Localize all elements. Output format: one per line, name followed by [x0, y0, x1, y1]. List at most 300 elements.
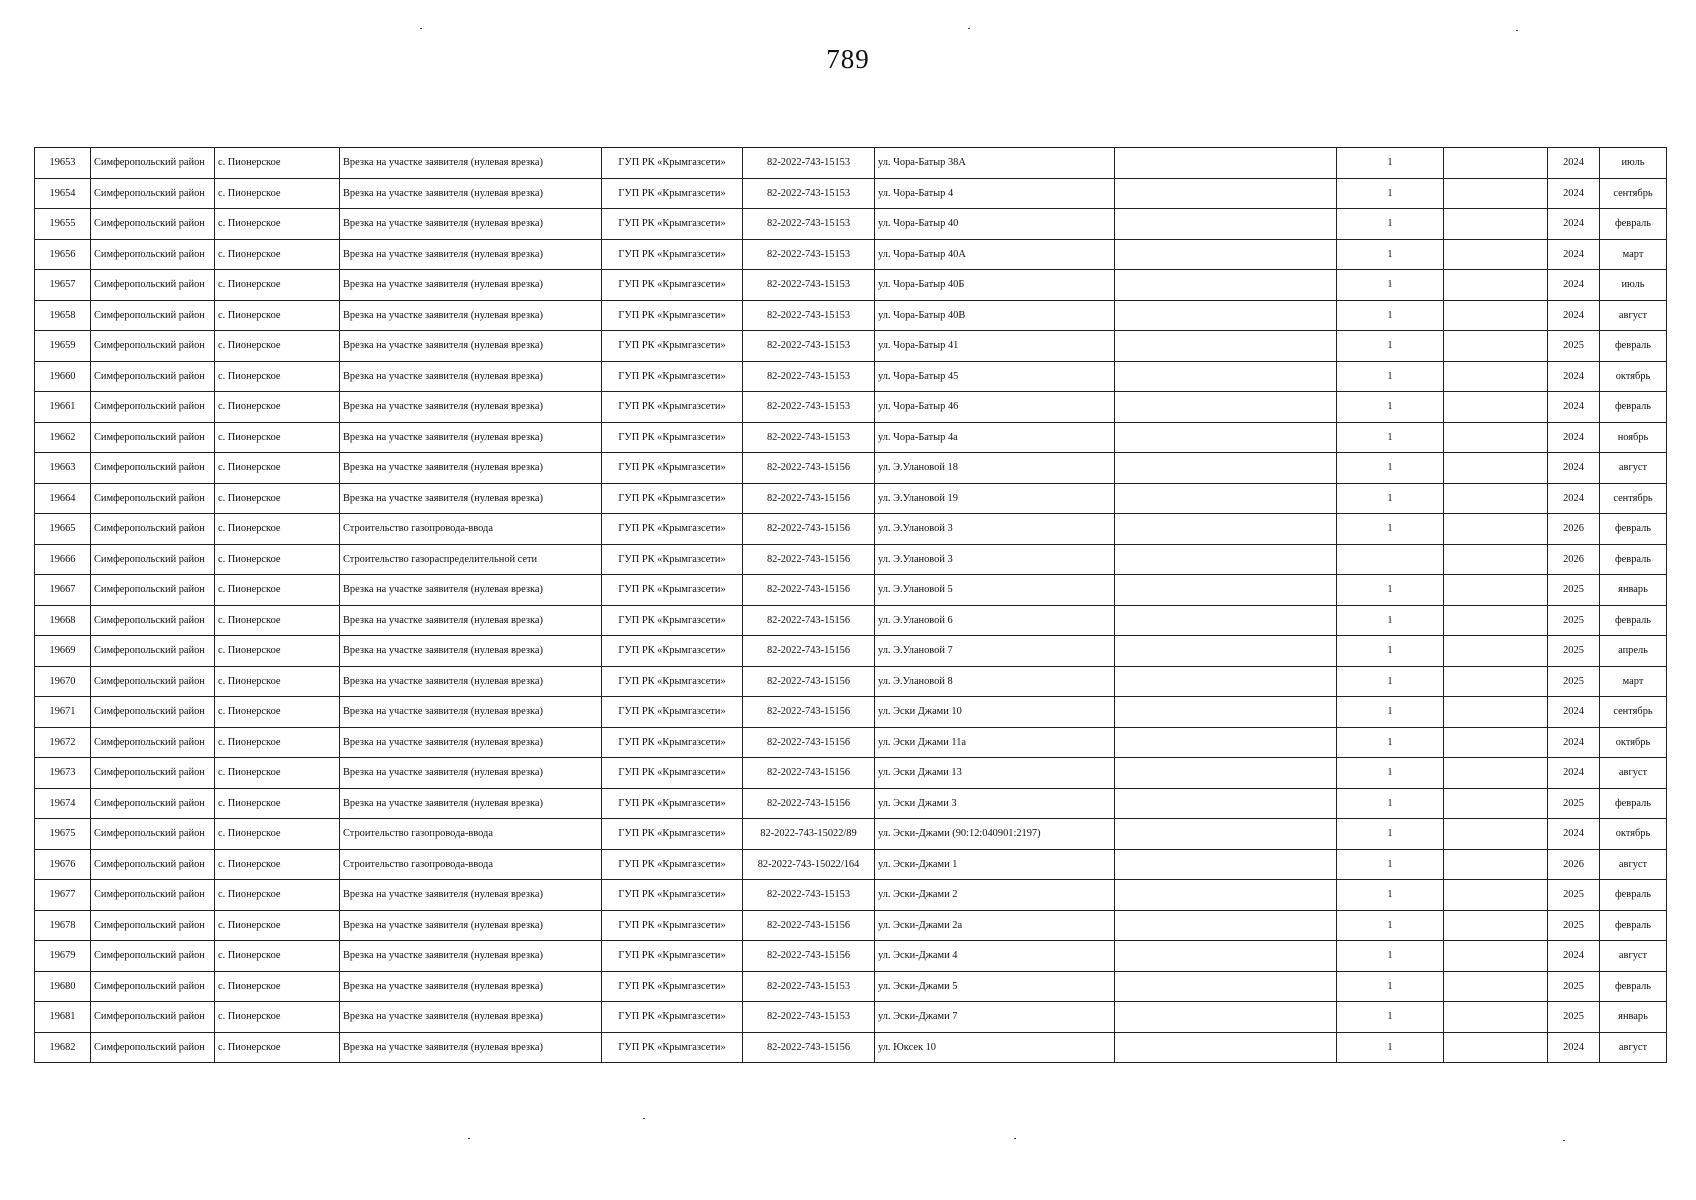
locality-cell: с. Пионерское — [215, 514, 340, 545]
registration-code-cell: 82-2022-743-15156 — [743, 941, 875, 972]
year-cell: 2024 — [1548, 300, 1600, 331]
address-cell: ул. Эски-Джами 1 — [875, 849, 1115, 880]
month-cell: февраль — [1600, 544, 1667, 575]
work-type-cell: Врезка на участке заявителя (нулевая врезка) — [340, 483, 602, 514]
scan-speck — [968, 28, 970, 29]
year-cell: 2024 — [1548, 361, 1600, 392]
year-cell: 2024 — [1548, 941, 1600, 972]
row-number-cell: 19672 — [35, 727, 91, 758]
work-type-cell: Врезка на участке заявителя (нулевая врезка) — [340, 758, 602, 789]
empty-cell — [1444, 331, 1548, 362]
table-row — [35, 880, 1667, 911]
table-row — [35, 666, 1667, 697]
row-number-cell: 19675 — [35, 819, 91, 850]
address-cell: ул. Чора-Батыр 40В — [875, 300, 1115, 331]
table-row — [35, 758, 1667, 789]
registration-code-cell: 82-2022-743-15153 — [743, 300, 875, 331]
quantity-cell: 1 — [1337, 819, 1444, 850]
locality-cell: с. Пионерское — [215, 758, 340, 789]
year-cell: 2024 — [1548, 697, 1600, 728]
year-cell: 2025 — [1548, 636, 1600, 667]
address-cell: ул. Э.Улановой 3 — [875, 514, 1115, 545]
scan-speck — [1563, 1140, 1565, 1141]
empty-cell — [1444, 178, 1548, 209]
quantity-cell: 1 — [1337, 971, 1444, 1002]
empty-cell — [1444, 605, 1548, 636]
empty-cell — [1115, 819, 1337, 850]
empty-cell — [1444, 666, 1548, 697]
organization-cell: ГУП РК «Крымгазсети» — [602, 697, 743, 728]
table-row — [35, 422, 1667, 453]
district-cell: Симферопольский район — [91, 331, 215, 362]
empty-cell — [1444, 941, 1548, 972]
quantity-cell: 1 — [1337, 178, 1444, 209]
quantity-cell: 1 — [1337, 910, 1444, 941]
empty-cell — [1444, 727, 1548, 758]
empty-cell — [1444, 453, 1548, 484]
year-cell: 2024 — [1548, 148, 1600, 179]
organization-cell: ГУП РК «Крымгазсети» — [602, 361, 743, 392]
organization-cell: ГУП РК «Крымгазсети» — [602, 575, 743, 606]
organization-cell: ГУП РК «Крымгазсети» — [602, 300, 743, 331]
empty-cell — [1115, 178, 1337, 209]
work-type-cell: Врезка на участке заявителя (нулевая врезка) — [340, 575, 602, 606]
address-cell: ул. Чора-Батыр 40Б — [875, 270, 1115, 301]
work-type-cell: Строительство газопровода-ввода — [340, 849, 602, 880]
year-cell: 2024 — [1548, 483, 1600, 514]
address-cell: ул. Чора-Батыр 41 — [875, 331, 1115, 362]
table-row — [35, 941, 1667, 972]
empty-cell — [1115, 483, 1337, 514]
empty-cell — [1115, 209, 1337, 240]
locality-cell: с. Пионерское — [215, 453, 340, 484]
work-type-cell: Врезка на участке заявителя (нулевая врезка) — [340, 697, 602, 728]
row-number-cell: 19661 — [35, 392, 91, 423]
month-cell: сентябрь — [1600, 178, 1667, 209]
address-cell: ул. Эски Джами 10 — [875, 697, 1115, 728]
district-cell: Симферопольский район — [91, 1002, 215, 1033]
district-cell: Симферопольский район — [91, 514, 215, 545]
month-cell: октябрь — [1600, 819, 1667, 850]
year-cell: 2024 — [1548, 819, 1600, 850]
row-number-cell: 19653 — [35, 148, 91, 179]
organization-cell: ГУП РК «Крымгазсети» — [602, 819, 743, 850]
empty-cell — [1444, 300, 1548, 331]
empty-cell — [1444, 392, 1548, 423]
page-number: 789 — [826, 44, 870, 74]
address-cell: ул. Э.Улановой 18 — [875, 453, 1115, 484]
empty-cell — [1444, 148, 1548, 179]
district-cell: Симферопольский район — [91, 971, 215, 1002]
work-type-cell: Врезка на участке заявителя (нулевая врезка) — [340, 880, 602, 911]
district-cell: Симферопольский район — [91, 483, 215, 514]
scan-speck — [643, 1118, 645, 1119]
address-cell: ул. Чора-Батыр 38А — [875, 148, 1115, 179]
month-cell: март — [1600, 239, 1667, 270]
registration-code-cell: 82-2022-743-15153 — [743, 209, 875, 240]
month-cell: февраль — [1600, 910, 1667, 941]
table-row — [35, 1002, 1667, 1033]
locality-cell: с. Пионерское — [215, 422, 340, 453]
address-cell: ул. Эски-Джами 2 — [875, 880, 1115, 911]
district-cell: Симферопольский район — [91, 1032, 215, 1063]
district-cell: Симферопольский район — [91, 270, 215, 301]
registration-code-cell: 82-2022-743-15156 — [743, 453, 875, 484]
empty-cell — [1115, 331, 1337, 362]
district-cell: Симферопольский район — [91, 575, 215, 606]
row-number-cell: 19654 — [35, 178, 91, 209]
empty-cell — [1444, 361, 1548, 392]
empty-cell — [1444, 209, 1548, 240]
row-number-cell: 19671 — [35, 697, 91, 728]
row-number-cell: 19662 — [35, 422, 91, 453]
row-number-cell: 19669 — [35, 636, 91, 667]
row-number-cell: 19664 — [35, 483, 91, 514]
address-cell: ул. Э.Улановой 3 — [875, 544, 1115, 575]
year-cell: 2025 — [1548, 880, 1600, 911]
organization-cell: ГУП РК «Крымгазсети» — [602, 910, 743, 941]
table-row — [35, 483, 1667, 514]
locality-cell: с. Пионерское — [215, 270, 340, 301]
locality-cell: с. Пионерское — [215, 209, 340, 240]
locality-cell: с. Пионерское — [215, 636, 340, 667]
work-type-cell: Врезка на участке заявителя (нулевая врезка) — [340, 941, 602, 972]
empty-cell — [1115, 758, 1337, 789]
empty-cell — [1444, 636, 1548, 667]
row-number-cell: 19655 — [35, 209, 91, 240]
locality-cell: с. Пионерское — [215, 331, 340, 362]
month-cell: февраль — [1600, 331, 1667, 362]
locality-cell: с. Пионерское — [215, 819, 340, 850]
address-cell: ул. Эски Джами 3 — [875, 788, 1115, 819]
organization-cell: ГУП РК «Крымгазсети» — [602, 331, 743, 362]
month-cell: февраль — [1600, 209, 1667, 240]
year-cell: 2024 — [1548, 422, 1600, 453]
month-cell: февраль — [1600, 605, 1667, 636]
quantity-cell: 1 — [1337, 331, 1444, 362]
work-type-cell: Врезка на участке заявителя (нулевая врезка) — [340, 392, 602, 423]
table-row — [35, 392, 1667, 423]
registration-code-cell: 82-2022-743-15156 — [743, 636, 875, 667]
registration-code-cell: 82-2022-743-15153 — [743, 239, 875, 270]
registration-code-cell: 82-2022-743-15156 — [743, 1032, 875, 1063]
quantity-cell: 1 — [1337, 849, 1444, 880]
empty-cell — [1115, 270, 1337, 301]
address-cell: ул. Э.Улановой 7 — [875, 636, 1115, 667]
empty-cell — [1444, 697, 1548, 728]
locality-cell: с. Пионерское — [215, 148, 340, 179]
row-number-cell: 19660 — [35, 361, 91, 392]
district-cell: Симферопольский район — [91, 849, 215, 880]
organization-cell: ГУП РК «Крымгазсети» — [602, 1002, 743, 1033]
address-cell: ул. Эски Джами 11а — [875, 727, 1115, 758]
registration-code-cell: 82-2022-743-15022/164 — [743, 849, 875, 880]
organization-cell: ГУП РК «Крымгазсети» — [602, 483, 743, 514]
empty-cell — [1115, 941, 1337, 972]
address-cell: ул. Э.Улановой 5 — [875, 575, 1115, 606]
address-cell: ул. Чора-Батыр 40А — [875, 239, 1115, 270]
organization-cell: ГУП РК «Крымгазсети» — [602, 849, 743, 880]
district-cell: Симферопольский район — [91, 178, 215, 209]
empty-cell — [1444, 971, 1548, 1002]
address-cell: ул. Эски-Джами 4 — [875, 941, 1115, 972]
district-cell: Симферопольский район — [91, 697, 215, 728]
row-number-cell: 19682 — [35, 1032, 91, 1063]
empty-cell — [1115, 300, 1337, 331]
quantity-cell: 1 — [1337, 758, 1444, 789]
table-row — [35, 849, 1667, 880]
month-cell: июль — [1600, 148, 1667, 179]
work-type-cell: Врезка на участке заявителя (нулевая врезка) — [340, 1002, 602, 1033]
organization-cell: ГУП РК «Крымгазсети» — [602, 209, 743, 240]
quantity-cell: 1 — [1337, 453, 1444, 484]
registration-code-cell: 82-2022-743-15153 — [743, 178, 875, 209]
address-cell: ул. Эски-Джами 7 — [875, 1002, 1115, 1033]
month-cell: февраль — [1600, 971, 1667, 1002]
quantity-cell: 1 — [1337, 788, 1444, 819]
quantity-cell: 1 — [1337, 270, 1444, 301]
registration-code-cell: 82-2022-743-15153 — [743, 971, 875, 1002]
locality-cell: с. Пионерское — [215, 727, 340, 758]
locality-cell: с. Пионерское — [215, 910, 340, 941]
registration-code-cell: 82-2022-743-15153 — [743, 148, 875, 179]
row-number-cell: 19667 — [35, 575, 91, 606]
address-cell: ул. Юксек 10 — [875, 1032, 1115, 1063]
locality-cell: с. Пионерское — [215, 300, 340, 331]
empty-cell — [1444, 758, 1548, 789]
district-cell: Симферопольский район — [91, 880, 215, 911]
work-type-cell: Строительство газораспределительной сети — [340, 544, 602, 575]
organization-cell: ГУП РК «Крымгазсети» — [602, 422, 743, 453]
year-cell: 2024 — [1548, 209, 1600, 240]
work-type-cell: Врезка на участке заявителя (нулевая врезка) — [340, 331, 602, 362]
work-type-cell: Врезка на участке заявителя (нулевая врезка) — [340, 209, 602, 240]
month-cell: февраль — [1600, 788, 1667, 819]
empty-cell — [1115, 422, 1337, 453]
row-number-cell: 19674 — [35, 788, 91, 819]
registration-code-cell: 82-2022-743-15022/89 — [743, 819, 875, 850]
organization-cell: ГУП РК «Крымгазсети» — [602, 148, 743, 179]
district-cell: Симферопольский район — [91, 758, 215, 789]
work-type-cell: Врезка на участке заявителя (нулевая врезка) — [340, 270, 602, 301]
address-cell: ул. Чора-Батыр 45 — [875, 361, 1115, 392]
month-cell: февраль — [1600, 514, 1667, 545]
address-cell: ул. Э.Улановой 6 — [875, 605, 1115, 636]
locality-cell: с. Пионерское — [215, 483, 340, 514]
work-type-cell: Врезка на участке заявителя (нулевая врезка) — [340, 361, 602, 392]
empty-cell — [1115, 514, 1337, 545]
empty-cell — [1444, 270, 1548, 301]
locality-cell: с. Пионерское — [215, 788, 340, 819]
locality-cell: с. Пионерское — [215, 941, 340, 972]
scan-speck — [420, 28, 422, 29]
year-cell: 2024 — [1548, 727, 1600, 758]
locality-cell: с. Пионерское — [215, 880, 340, 911]
work-type-cell: Врезка на участке заявителя (нулевая врезка) — [340, 422, 602, 453]
quantity-cell: 1 — [1337, 575, 1444, 606]
organization-cell: ГУП РК «Крымгазсети» — [602, 941, 743, 972]
organization-cell: ГУП РК «Крымгазсети» — [602, 880, 743, 911]
locality-cell: с. Пионерское — [215, 361, 340, 392]
locality-cell: с. Пионерское — [215, 392, 340, 423]
district-cell: Симферопольский район — [91, 422, 215, 453]
month-cell: октябрь — [1600, 727, 1667, 758]
table-row — [35, 514, 1667, 545]
district-cell: Симферопольский район — [91, 148, 215, 179]
year-cell: 2026 — [1548, 514, 1600, 545]
locality-cell: с. Пионерское — [215, 544, 340, 575]
month-cell: сентябрь — [1600, 483, 1667, 514]
quantity-cell: 1 — [1337, 605, 1444, 636]
table-row — [35, 270, 1667, 301]
table-row — [35, 727, 1667, 758]
row-number-cell: 19658 — [35, 300, 91, 331]
empty-cell — [1444, 819, 1548, 850]
table-row — [35, 636, 1667, 667]
organization-cell: ГУП РК «Крымгазсети» — [602, 636, 743, 667]
organization-cell: ГУП РК «Крымгазсети» — [602, 605, 743, 636]
empty-cell — [1444, 880, 1548, 911]
empty-cell — [1115, 453, 1337, 484]
empty-cell — [1444, 1002, 1548, 1033]
locality-cell: с. Пионерское — [215, 697, 340, 728]
year-cell: 2025 — [1548, 788, 1600, 819]
registration-code-cell: 82-2022-743-15153 — [743, 331, 875, 362]
organization-cell: ГУП РК «Крымгазсети» — [602, 270, 743, 301]
table-row — [35, 148, 1667, 179]
empty-cell — [1115, 575, 1337, 606]
work-type-cell: Врезка на участке заявителя (нулевая врезка) — [340, 788, 602, 819]
table-row — [35, 819, 1667, 850]
empty-cell — [1115, 1002, 1337, 1033]
month-cell: август — [1600, 941, 1667, 972]
year-cell: 2024 — [1548, 270, 1600, 301]
empty-cell — [1115, 727, 1337, 758]
registration-code-cell: 82-2022-743-15156 — [743, 483, 875, 514]
district-cell: Симферопольский район — [91, 300, 215, 331]
locality-cell: с. Пионерское — [215, 666, 340, 697]
registration-code-cell: 82-2022-743-15156 — [743, 758, 875, 789]
quantity-cell: 1 — [1337, 666, 1444, 697]
row-number-cell: 19665 — [35, 514, 91, 545]
year-cell: 2024 — [1548, 178, 1600, 209]
empty-cell — [1115, 605, 1337, 636]
table-row — [35, 910, 1667, 941]
row-number-cell: 19677 — [35, 880, 91, 911]
scan-speck — [1516, 30, 1518, 31]
row-number-cell: 19656 — [35, 239, 91, 270]
address-cell: ул. Э.Улановой 8 — [875, 666, 1115, 697]
address-cell: ул. Эски-Джами (90:12:040901:2197) — [875, 819, 1115, 850]
empty-cell — [1444, 544, 1548, 575]
table-row — [35, 178, 1667, 209]
address-cell: ул. Эски-Джами 5 — [875, 971, 1115, 1002]
empty-cell — [1444, 514, 1548, 545]
locality-cell: с. Пионерское — [215, 1002, 340, 1033]
organization-cell: ГУП РК «Крымгазсети» — [602, 1032, 743, 1063]
organization-cell: ГУП РК «Крымгазсети» — [602, 514, 743, 545]
quantity-cell: 1 — [1337, 209, 1444, 240]
row-number-cell: 19659 — [35, 331, 91, 362]
year-cell: 2025 — [1548, 605, 1600, 636]
year-cell: 2025 — [1548, 971, 1600, 1002]
year-cell: 2025 — [1548, 666, 1600, 697]
address-cell: ул. Чора-Батыр 40 — [875, 209, 1115, 240]
year-cell: 2024 — [1548, 1032, 1600, 1063]
work-type-cell: Врезка на участке заявителя (нулевая врезка) — [340, 300, 602, 331]
organization-cell: ГУП РК «Крымгазсети» — [602, 544, 743, 575]
district-cell: Симферопольский район — [91, 788, 215, 819]
table-row — [35, 575, 1667, 606]
district-cell: Симферопольский район — [91, 727, 215, 758]
empty-cell — [1115, 971, 1337, 1002]
table-row — [35, 361, 1667, 392]
locality-cell: с. Пионерское — [215, 849, 340, 880]
month-cell: февраль — [1600, 880, 1667, 911]
month-cell: октябрь — [1600, 361, 1667, 392]
district-cell: Симферопольский район — [91, 239, 215, 270]
address-cell: ул. Эски-Джами 2а — [875, 910, 1115, 941]
registry-table-body — [35, 148, 1667, 1063]
year-cell: 2024 — [1548, 453, 1600, 484]
quantity-cell: 1 — [1337, 1002, 1444, 1033]
registration-code-cell: 82-2022-743-15156 — [743, 788, 875, 819]
empty-cell — [1115, 697, 1337, 728]
empty-cell — [1115, 544, 1337, 575]
row-number-cell: 19670 — [35, 666, 91, 697]
registry-table — [34, 147, 1667, 1063]
address-cell: ул. Э.Улановой 19 — [875, 483, 1115, 514]
registration-code-cell: 82-2022-743-15153 — [743, 270, 875, 301]
row-number-cell: 19663 — [35, 453, 91, 484]
registration-code-cell: 82-2022-743-15156 — [743, 544, 875, 575]
month-cell: сентябрь — [1600, 697, 1667, 728]
registration-code-cell: 82-2022-743-15153 — [743, 422, 875, 453]
empty-cell — [1115, 239, 1337, 270]
quantity-cell: 1 — [1337, 636, 1444, 667]
district-cell: Симферопольский район — [91, 636, 215, 667]
locality-cell: с. Пионерское — [215, 239, 340, 270]
quantity-cell: 1 — [1337, 148, 1444, 179]
registration-code-cell: 82-2022-743-15156 — [743, 514, 875, 545]
registration-code-cell: 82-2022-743-15156 — [743, 575, 875, 606]
table-row — [35, 239, 1667, 270]
work-type-cell: Врезка на участке заявителя (нулевая врезка) — [340, 1032, 602, 1063]
quantity-cell: 1 — [1337, 392, 1444, 423]
row-number-cell: 19668 — [35, 605, 91, 636]
district-cell: Симферопольский район — [91, 910, 215, 941]
organization-cell: ГУП РК «Крымгазсети» — [602, 453, 743, 484]
year-cell: 2025 — [1548, 1002, 1600, 1033]
quantity-cell: 1 — [1337, 300, 1444, 331]
month-cell: август — [1600, 453, 1667, 484]
month-cell: ноябрь — [1600, 422, 1667, 453]
year-cell: 2024 — [1548, 758, 1600, 789]
table-row — [35, 300, 1667, 331]
registration-code-cell: 82-2022-743-15156 — [743, 697, 875, 728]
work-type-cell: Врезка на участке заявителя (нулевая врезка) — [340, 148, 602, 179]
work-type-cell: Врезка на участке заявителя (нулевая врезка) — [340, 666, 602, 697]
quantity-cell: 1 — [1337, 361, 1444, 392]
work-type-cell: Строительство газопровода-ввода — [340, 819, 602, 850]
quantity-cell: 1 — [1337, 697, 1444, 728]
empty-cell — [1444, 575, 1548, 606]
month-cell: апрель — [1600, 636, 1667, 667]
district-cell: Симферопольский район — [91, 605, 215, 636]
work-type-cell: Врезка на участке заявителя (нулевая врезка) — [340, 239, 602, 270]
table-row — [35, 788, 1667, 819]
empty-cell — [1115, 636, 1337, 667]
